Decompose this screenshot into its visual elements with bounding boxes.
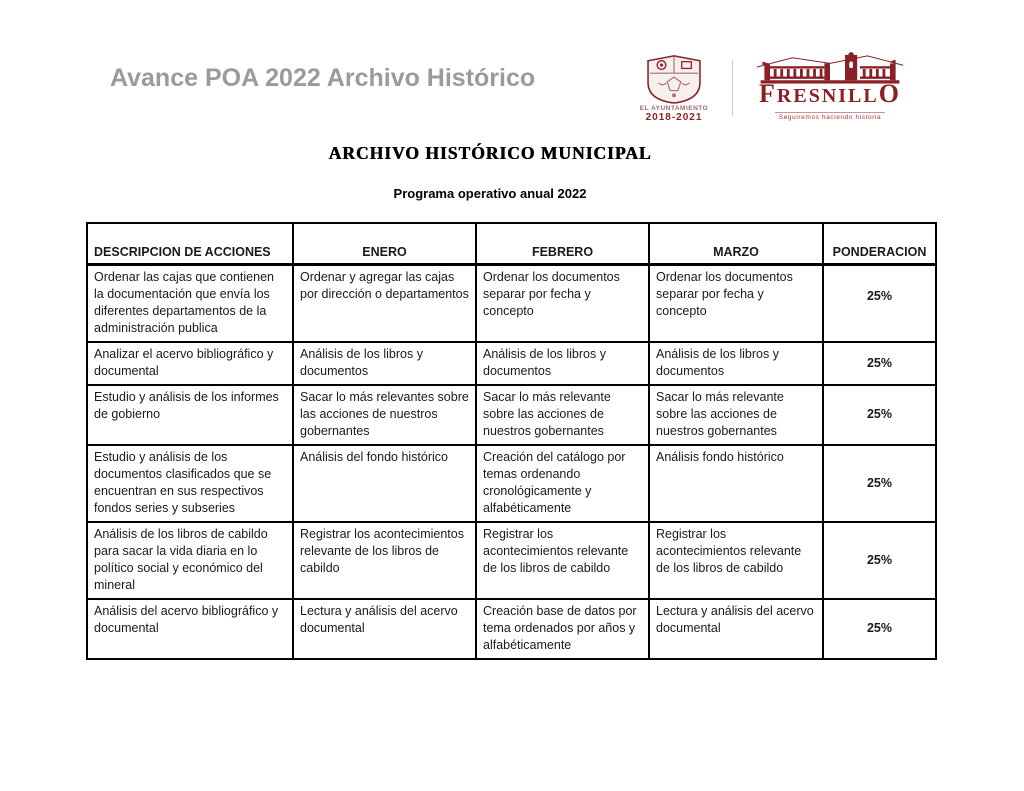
logo-group bbox=[622, 48, 922, 128]
fresnillo-tagline: Seguiremos haciendo historia bbox=[775, 112, 885, 121]
fresnillo-wordmark-mid: RESNILL bbox=[776, 85, 879, 107]
fresnillo-wordmark-last: O bbox=[878, 79, 901, 108]
table-cell: Análisis del acervo bibliográfico y documental bbox=[87, 599, 293, 659]
table-cell: Estudio y análisis de los informes de gobierno bbox=[87, 385, 293, 445]
table-cell: Estudio y análisis de los documentos clasificados que se encuentran en sus respectivos fondos series y subseries bbox=[87, 445, 293, 522]
fresnillo-logo bbox=[745, 52, 915, 124]
table-cell: Análisis de los libros y documentos bbox=[293, 342, 476, 385]
table-cell: Creación base de datos por tema ordenados por años y alfabéticamente bbox=[476, 599, 649, 659]
ponderacion-cell: 25% bbox=[823, 342, 936, 385]
ayuntamiento-crest-icon bbox=[622, 54, 726, 104]
ponderacion-cell: 25% bbox=[823, 445, 936, 522]
table-header-row bbox=[87, 223, 936, 265]
document-subheading: Programa operativo anual 2022 bbox=[393, 186, 587, 201]
column-header-ponderacion: PONDERACION bbox=[823, 223, 936, 265]
table-row bbox=[87, 385, 936, 445]
table-cell: Ordenar los documentos separar por fecha y concepto bbox=[476, 265, 649, 343]
table-row bbox=[87, 522, 936, 599]
table-row bbox=[87, 342, 936, 385]
table-cell: Lectura y análisis del acervo documental bbox=[649, 599, 823, 659]
table-cell: Registrar los acontecimientos relevante de los libros de cabildo bbox=[293, 522, 476, 599]
table-cell: Lectura y análisis del acervo documental bbox=[293, 599, 476, 659]
table-cell: Análisis de los libros y documentos bbox=[649, 342, 823, 385]
table-cell: Sacar lo más relevante sobre las acciones de nuestros gobernantes bbox=[649, 385, 823, 445]
document-heading: ARCHIVO HISTÓRICO MUNICIPAL bbox=[328, 143, 652, 163]
ponderacion-cell: 25% bbox=[823, 599, 936, 659]
table-cell: Ordenar las cajas que contienen la documentación que envía los diferentes departamentos de la administración publica bbox=[87, 265, 293, 343]
ayuntamiento-logo bbox=[622, 54, 726, 123]
table-cell: Análisis fondo histórico bbox=[649, 445, 823, 522]
table-row bbox=[87, 599, 936, 659]
ponderacion-cell: 25% bbox=[823, 522, 936, 599]
table-cell: Ordenar y agregar las cajas por dirección o departamentos bbox=[293, 265, 476, 343]
table-cell: Creación del catálogo por temas ordenando cronológicamente y alfabéticamente bbox=[476, 445, 649, 522]
table-header bbox=[87, 223, 936, 265]
table-row bbox=[87, 265, 936, 343]
table-body bbox=[87, 265, 936, 660]
table-cell: Ordenar los documentos separar por fecha y concepto bbox=[649, 265, 823, 343]
column-header-enero: ENERO bbox=[293, 223, 476, 265]
ayuntamiento-years: 2018-2021 bbox=[645, 111, 703, 123]
table-row bbox=[87, 445, 936, 522]
table-cell: Analizar el acervo bibliográfico y documental bbox=[87, 342, 293, 385]
table-cell: Sacar lo más relevante sobre las acciones de nuestros gobernantes bbox=[476, 385, 649, 445]
ponderacion-cell: 25% bbox=[823, 385, 936, 445]
fresnillo-wordmark-first: F bbox=[759, 79, 777, 108]
ayuntamiento-caption: EL AYUNTAMIENTO bbox=[639, 104, 709, 112]
table-cell: Análisis de los libros de cabildo para sacar la vida diaria en lo político social y económico del mineral bbox=[87, 522, 293, 599]
poa-table bbox=[86, 222, 937, 660]
page-title: Avance POA 2022 Archivo Histórico bbox=[110, 64, 536, 92]
table-cell: Registrar los acontecimientos relevante de los libros de cabildo bbox=[476, 522, 649, 599]
table-cell: Sacar lo más relevantes sobre las acciones de nuestros gobernantes bbox=[293, 385, 476, 445]
table-cell: Análisis del fondo histórico bbox=[293, 445, 476, 522]
column-header-marzo: MARZO bbox=[649, 223, 823, 265]
table-cell: Registrar los acontecimientos relevante de los libros de cabildo bbox=[649, 522, 823, 599]
column-header-febrero: FEBRERO bbox=[476, 223, 649, 265]
logo-divider bbox=[732, 60, 733, 116]
ponderacion-cell: 25% bbox=[823, 265, 936, 343]
fresnillo-wordmark bbox=[745, 79, 915, 108]
table-cell: Análisis de los libros y documentos bbox=[476, 342, 649, 385]
column-header-descripcion: DESCRIPCION DE ACCIONES bbox=[87, 223, 293, 265]
